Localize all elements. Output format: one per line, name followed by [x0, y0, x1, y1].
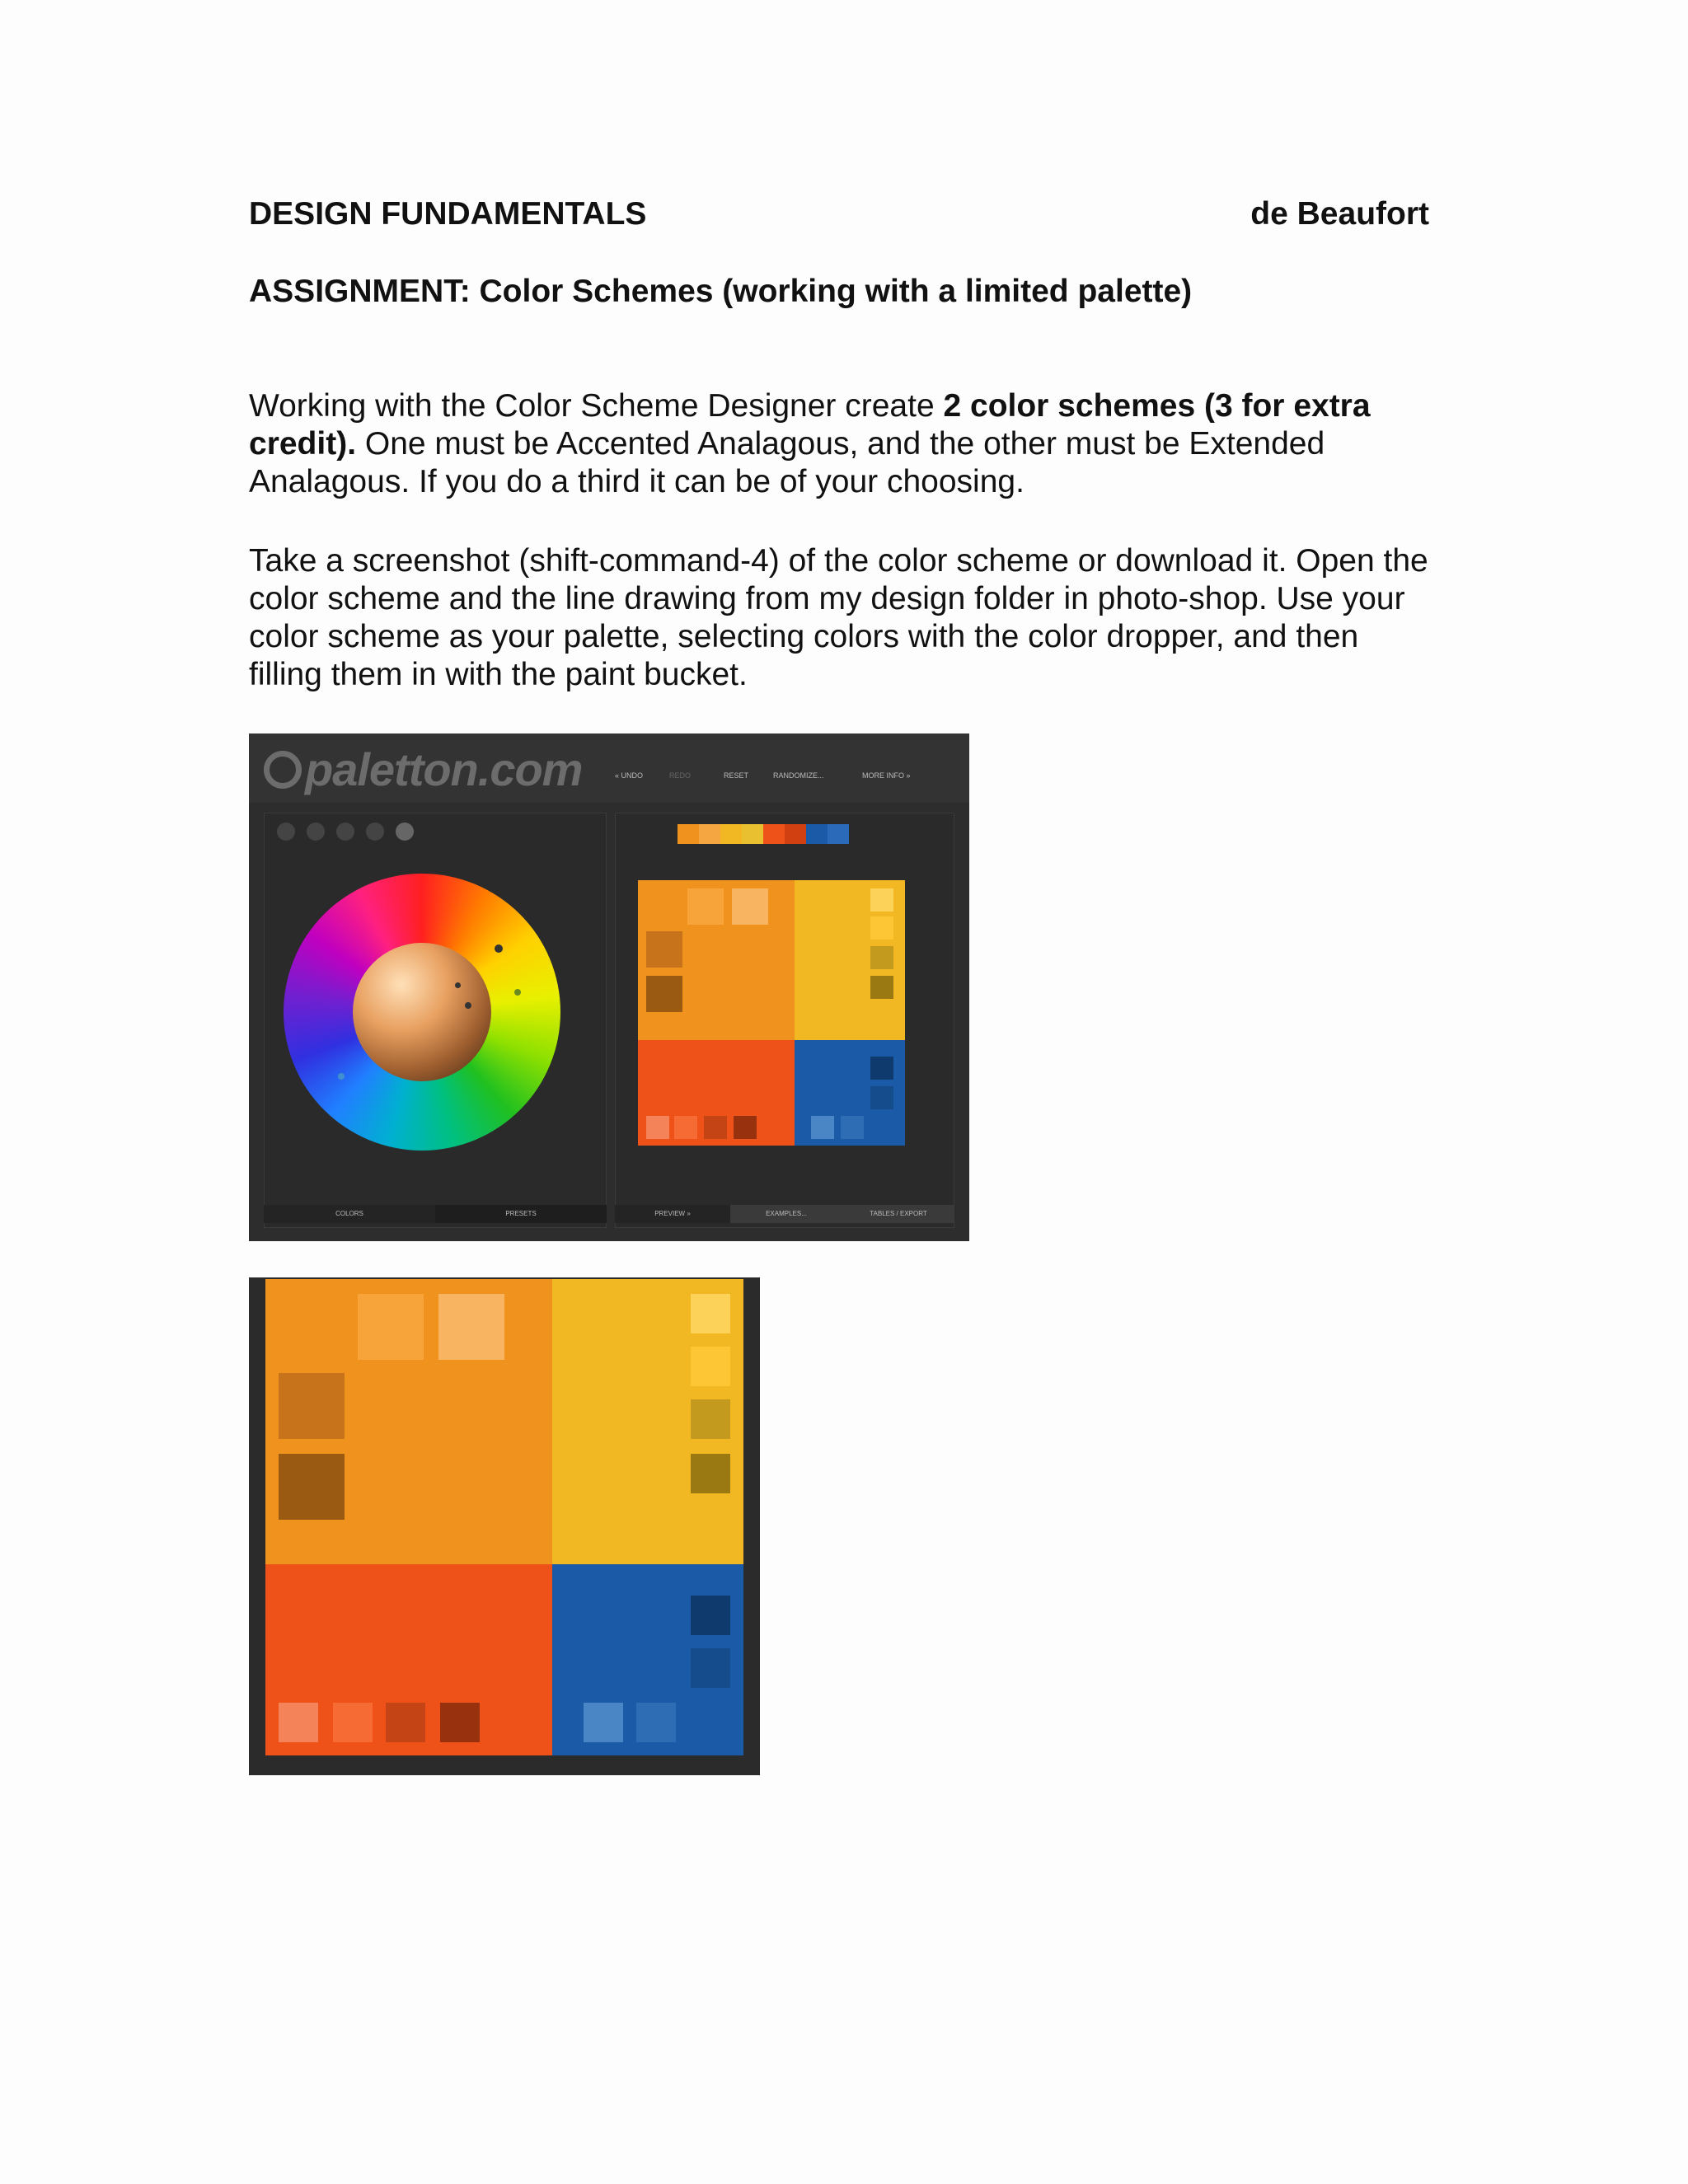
swatch	[440, 1703, 480, 1742]
swatch	[687, 888, 724, 925]
palette-enlarged	[265, 1279, 743, 1755]
instructions-paragraph-1	[249, 387, 1436, 501]
swatch	[358, 1294, 424, 1360]
tertiary-quad	[638, 1040, 795, 1146]
palette-strip	[678, 824, 849, 844]
instructor-name: de Beaufort	[1250, 196, 1429, 232]
paletton-screenshot	[249, 733, 969, 1241]
swatch	[841, 1116, 864, 1139]
secondary-quad	[795, 880, 905, 1040]
wheel-handle-icon	[338, 1073, 345, 1080]
tab-tables-export: TABLES / EXPORT	[842, 1205, 954, 1223]
primary-quad	[265, 1279, 552, 1564]
swatch	[691, 1347, 730, 1386]
swatch	[734, 1116, 757, 1139]
color-wheel-center	[353, 943, 491, 1081]
swatch	[691, 1454, 730, 1493]
swatch	[870, 888, 893, 912]
tool-free-icon	[396, 823, 414, 841]
swatch	[646, 976, 682, 1012]
swatch	[646, 931, 682, 968]
tool-adjacent-icon	[307, 823, 325, 841]
palette-preview	[638, 880, 905, 1146]
wheel-handle-icon	[514, 989, 521, 996]
swatch	[646, 1116, 669, 1139]
swatch	[704, 1116, 727, 1139]
swatch	[691, 1294, 730, 1333]
nav-undo: « UNDO	[615, 771, 644, 780]
swatch	[691, 1648, 730, 1688]
swatch	[386, 1703, 425, 1742]
swatch	[279, 1703, 318, 1742]
palette-screenshot-enlarged	[249, 1277, 760, 1775]
swatch	[691, 1596, 730, 1635]
swatch	[584, 1703, 623, 1742]
app-topbar	[249, 733, 969, 803]
swatch	[636, 1703, 676, 1742]
swatch	[870, 976, 893, 999]
secondary-quad	[552, 1279, 743, 1564]
tab-preview: PREVIEW »	[615, 1205, 730, 1223]
tab-examples: EXAMPLES...	[730, 1205, 842, 1223]
wheel-handle-icon	[465, 1002, 471, 1009]
paletton-logo	[264, 745, 582, 794]
wheel-handle-icon	[495, 944, 503, 953]
tool-mono-icon	[277, 823, 295, 841]
course-title: DESIGN FUNDAMENTALS	[249, 196, 647, 232]
logo-text: paletton.com	[305, 743, 583, 795]
complement-quad	[552, 1564, 743, 1755]
tool-triad-icon	[336, 823, 354, 841]
swatch	[674, 1116, 697, 1139]
instructions-bold: 2 color schemes (3 for extra credit).	[249, 388, 1371, 462]
nav-more-info: MORE INFO »	[862, 771, 911, 780]
instructions-text-b: One must be Accented Analagous, and the other must be Extended Analagous. If you do a third it can be of your choosing.	[249, 426, 1325, 499]
wheel-handle-icon	[455, 982, 461, 988]
swatch	[870, 1057, 893, 1080]
complement-quad	[795, 1040, 905, 1146]
primary-quad	[638, 880, 795, 1040]
swatch	[438, 1294, 504, 1360]
swatch	[279, 1454, 345, 1520]
tab-colors: COLORS	[264, 1205, 435, 1223]
tab-presets: PRESETS	[435, 1205, 607, 1223]
logo-mark-icon	[264, 751, 302, 789]
swatch	[870, 946, 893, 969]
tool-tetrad-icon	[366, 823, 384, 841]
swatch	[279, 1373, 345, 1439]
instructions-text-a: Working with the Color Scheme Designer create	[249, 388, 944, 424]
swatch	[691, 1399, 730, 1439]
swatch	[870, 916, 893, 940]
tertiary-quad	[265, 1564, 552, 1755]
nav-redo: REDO	[669, 771, 692, 780]
nav-randomize: RANDOMIZE...	[773, 771, 824, 780]
swatch	[732, 888, 768, 925]
swatch	[811, 1116, 834, 1139]
swatch	[333, 1703, 373, 1742]
assignment-title: ASSIGNMENT: Color Schemes (working with a limited palette)	[249, 274, 1193, 309]
swatch	[870, 1086, 893, 1109]
nav-reset: RESET	[724, 771, 749, 780]
instructions-paragraph-2: Take a screenshot (shift-command-4) of the color scheme or download it. Open the color scheme and the line drawing from my design folder in photo-shop. Use your color scheme as your palette, selecting colors with the color dropper, and then filling them in with the paint bucket.	[249, 543, 1428, 692]
